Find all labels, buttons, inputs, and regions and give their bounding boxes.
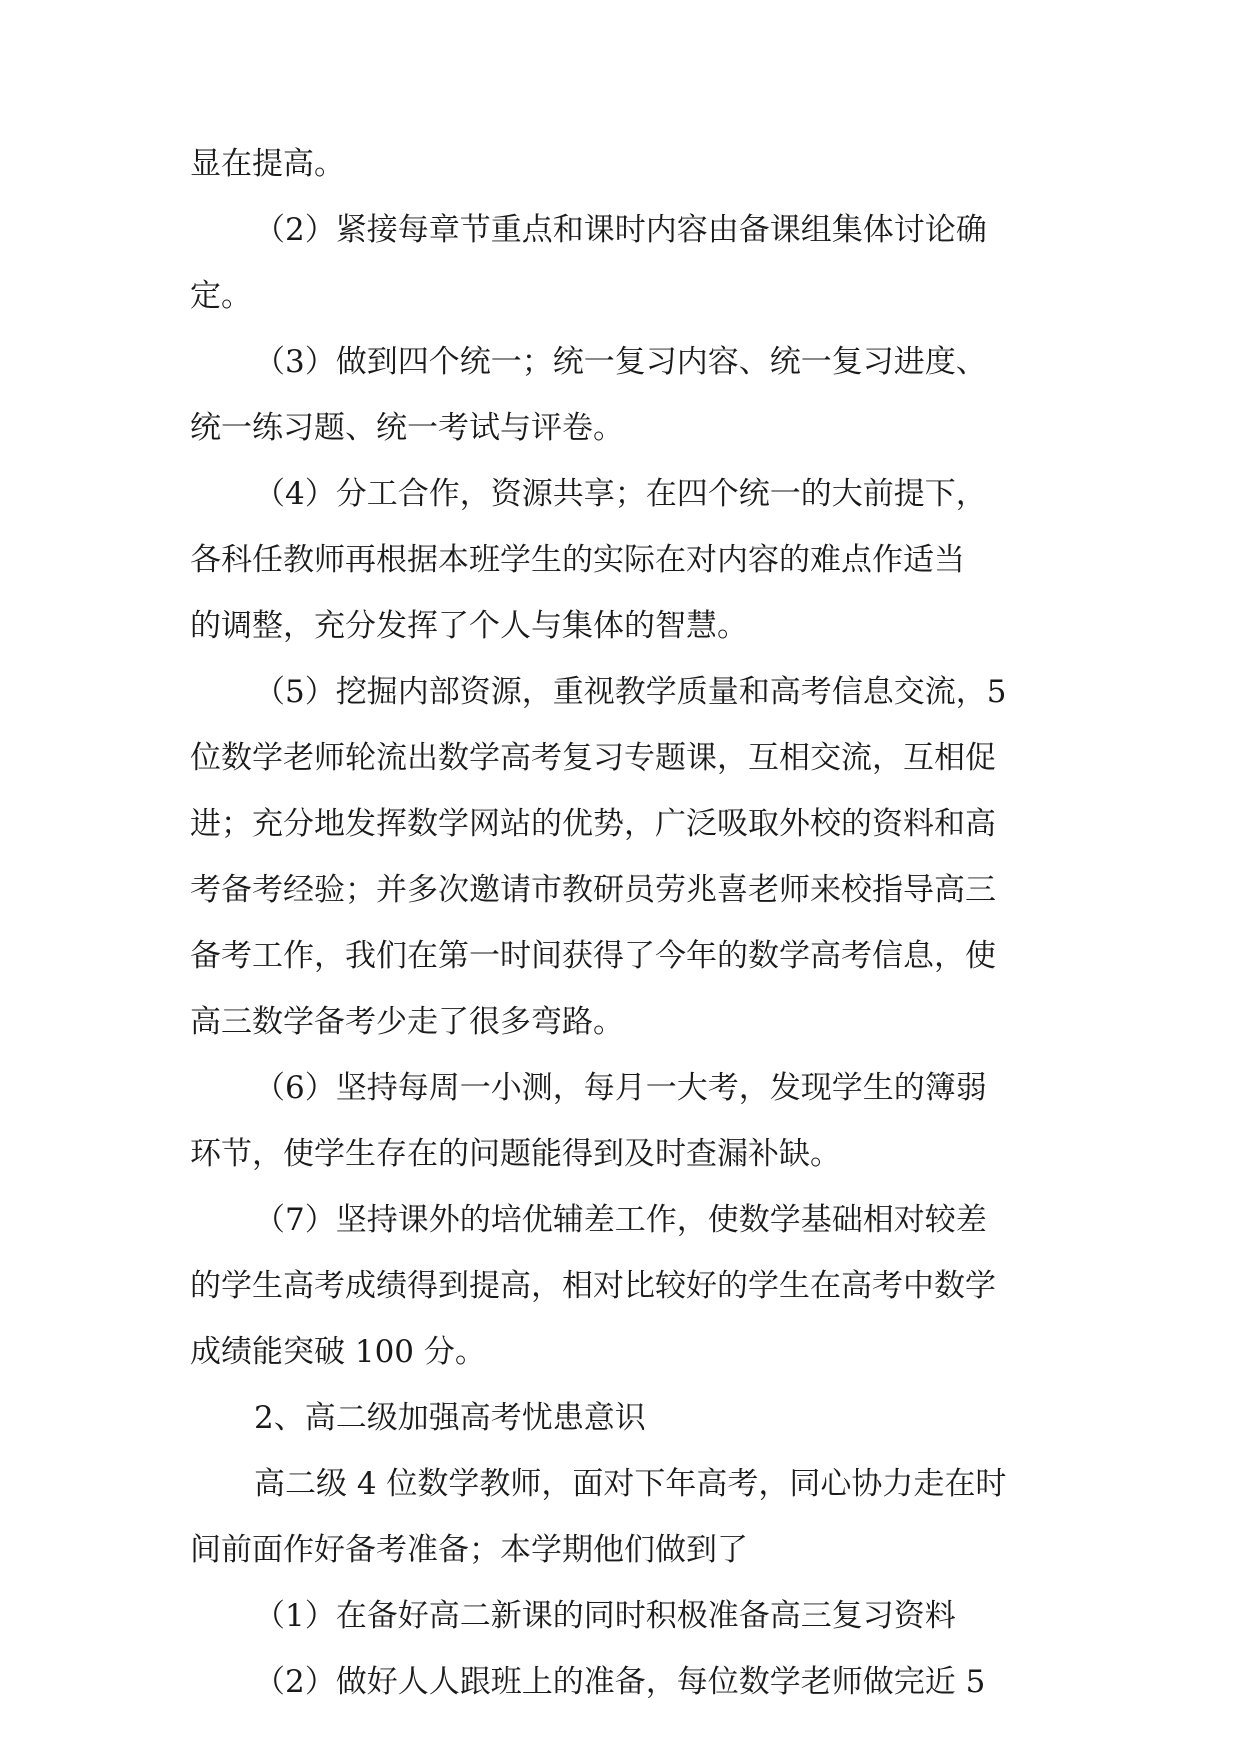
text-line: （4）分工合作，资源共享；在四个统一的大前提下， bbox=[254, 476, 987, 512]
text-line: 显在提高。 bbox=[190, 146, 345, 182]
text-line: 的调整，充分发挥了个人与集体的智慧。 bbox=[190, 608, 748, 644]
text-line: （2）紧接每章节重点和课时内容由备课组集体讨论确 bbox=[254, 212, 987, 248]
text-line: （6）坚持每周一小测，每月一大考，发现学生的簿弱 bbox=[254, 1070, 987, 1106]
text-line: 高二级 4 位数学教师，面对下年高考，同心协力走在时 bbox=[254, 1466, 1007, 1502]
text-line: 的学生高考成绩得到提高，相对比较好的学生在高考中数学 bbox=[190, 1268, 996, 1304]
text-line: 成绩能突破 100 分。 bbox=[190, 1334, 486, 1370]
text-line: （3）做到四个统一；统一复习内容、统一复习进度、 bbox=[254, 344, 987, 380]
text-line: 间前面作好备考准备；本学期他们做到了 bbox=[190, 1532, 748, 1568]
text-line: 考备考经验；并多次邀请市教研员劳兆喜老师来校指导高三 bbox=[190, 872, 996, 908]
text-line: 进；充分地发挥数学网站的优势，广泛吸取外校的资料和高 bbox=[190, 806, 996, 842]
text-line: （1）在备好高二新课的同时积极准备高三复习资料 bbox=[254, 1598, 956, 1634]
text-line: （5）挖掘内部资源，重视教学质量和高考信息交流，5 bbox=[254, 674, 1007, 710]
section-heading: 2、高二级加强高考忧患意识 bbox=[254, 1400, 646, 1436]
text-line: 高三数学备考少走了很多弯路。 bbox=[190, 1004, 624, 1040]
text-line: 备考工作，我们在第一时间获得了今年的数学高考信息，使 bbox=[190, 938, 996, 974]
text-line: 统一练习题、统一考试与评卷。 bbox=[190, 410, 624, 446]
text-line: （7）坚持课外的培优辅差工作，使数学基础相对较差 bbox=[254, 1202, 987, 1238]
text-line: （2）做好人人跟班上的准备，每位数学老师做完近 5 bbox=[254, 1664, 986, 1700]
text-line: 环节，使学生存在的问题能得到及时查漏补缺。 bbox=[190, 1136, 841, 1172]
text-line: 各科任教师再根据本班学生的实际在对内容的难点作适当 bbox=[190, 542, 965, 578]
text-line: 定。 bbox=[190, 278, 252, 314]
text-line: 位数学老师轮流出数学高考复习专题课，互相交流，互相促 bbox=[190, 740, 996, 776]
